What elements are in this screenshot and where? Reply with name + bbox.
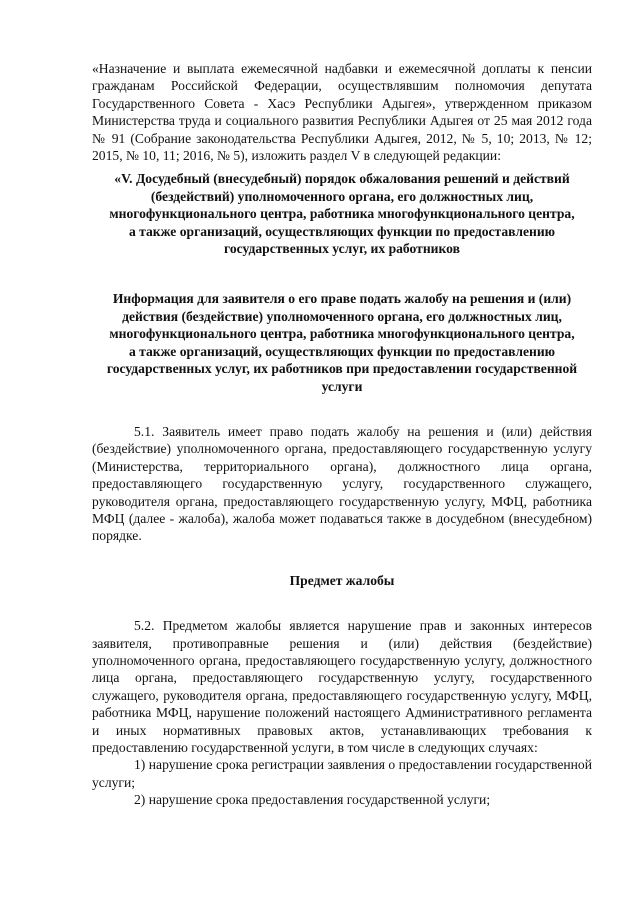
paragraph-5-1: 5.1. Заявитель имеет право подать жалобу на решения и (или) действия (бездействие) уполномоченного органа, предоставляющего государственную услугу (Министерства, территориального органа), должностного лица органа, предоставляющего государственную услугу, государственного служащего, руководителя органа, предоставляющего государственную услугу, МФЦ, работника МФЦ (далее - жалоба), жалоба может подаваться также в досудебном (внесудебном) порядке.: [92, 423, 592, 544]
list-item: 2) нарушение срока предоставления государственной услуги;: [134, 792, 491, 808]
list-item: 1) нарушение срока регистрации заявления о предоставлении государственной услуги;: [92, 757, 592, 790]
chapter-heading: «V. Досудебный (внесудебный) порядок обжалования решений и действий (бездействий) уполномоченного органа, его должностных лиц, многофункционального центра, работника многофункционального центра, а также организаций, осуществляющих функции по предоставлению государственных услуг, их работников: [109, 171, 575, 257]
info-heading: Информация для заявителя о его праве подать жалобу на решения и (или) действия (бездействие) уполномоченного органа, его должностных лиц, многофункционального центра, работника многофункционального центра, а также организаций, осуществляющих функции по предоставлению государственных услуг, их работников при предоставлении государственной услуги: [106, 291, 578, 394]
preamble-paragraph: «Назначение и выплата ежемесячной надбавки и ежемесячной доплаты к пенсии гражданам Российской Федерации, осуществлявшим полномочия депутата Государственного Совета - Хасэ Республики Адыгея», утвержденном приказом Министерства труда и социального развития Республики Адыгея от 25 мая 2012 года № 91 (Собрание законодательства Республики Адыгея, 2012, № 5, 10; 2013, № 12; 2015, № 10, 11; 2016, № 5), изложить раздел V в следующей редакции:: [92, 61, 592, 164]
subject-heading: Предмет жалобы: [289, 572, 395, 588]
paragraph-5-2: 5.2. Предметом жалобы является нарушение прав и законных интересов заявителя, противоправные решения и (или) действия (бездействие) уполномоченного органа, предоставляющего государственную услугу, должностного лица органа, предоставляющего государственную услугу, государственного служащего, руководителя органа, предоставляющего государственную услугу, МФЦ, работника МФЦ, нарушение положений настоящего Административного регламента и иных нормативных правовых актов, устанавливающих требования к предоставлению государственной услуги, в том числе в следующих случаях:: [92, 618, 592, 755]
